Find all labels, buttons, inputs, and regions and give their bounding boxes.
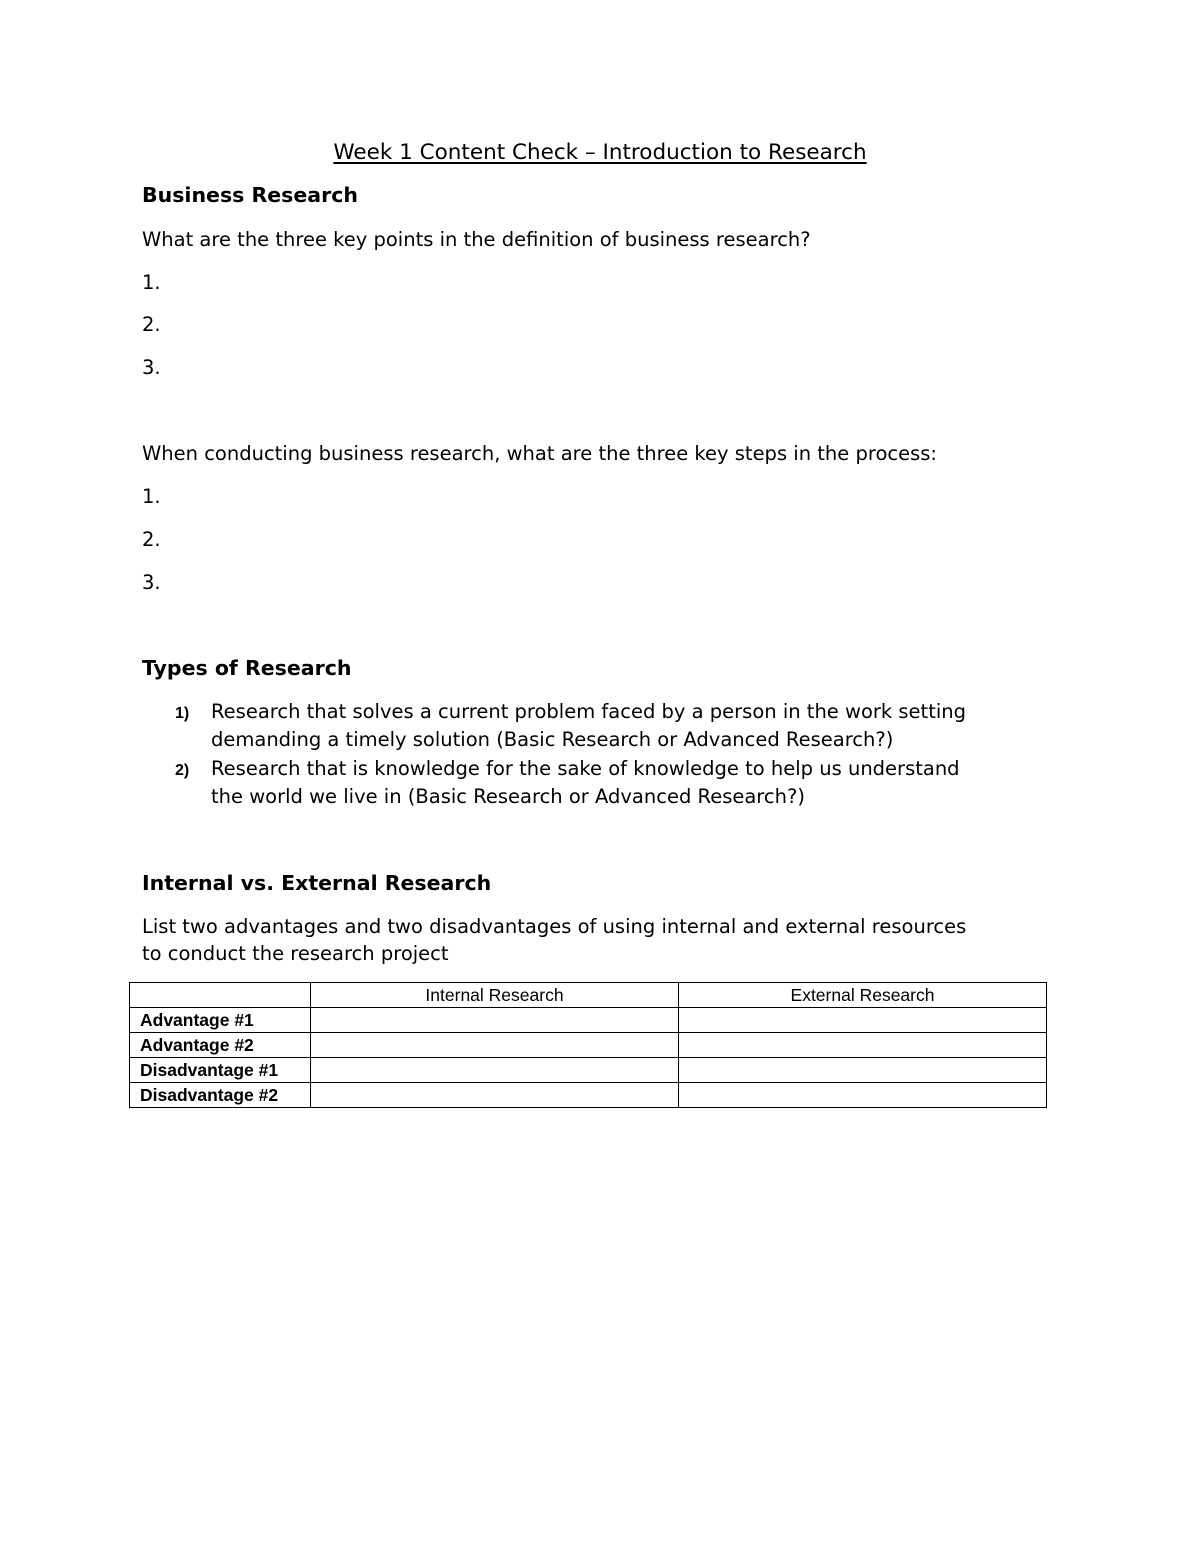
answer-number: 2. xyxy=(142,528,161,551)
business-research-heading: Business Research xyxy=(142,183,358,207)
answer-cell[interactable] xyxy=(679,1058,1047,1083)
table-row xyxy=(130,1008,1047,1033)
answer-number: 3. xyxy=(142,571,161,594)
answer-cell[interactable] xyxy=(679,1033,1047,1058)
answer-cell[interactable] xyxy=(679,1083,1047,1108)
list-item-line: Research that is knowledge for the sake of knowledge to help us understand xyxy=(211,757,960,780)
answer-number: 2. xyxy=(142,313,161,336)
page-title: Week 1 Content Check – Introduction to Research xyxy=(333,140,867,165)
row-label: Disadvantage #2 xyxy=(130,1083,311,1108)
question-key-steps: When conducting business research, what are the three key steps in the process: xyxy=(142,442,937,465)
answer-cell[interactable] xyxy=(311,1008,679,1033)
prompt-line: to conduct the research project xyxy=(142,942,449,965)
types-of-research-heading: Types of Research xyxy=(142,656,352,680)
answer-cell[interactable] xyxy=(311,1083,679,1108)
list-item-line: Research that solves a current problem faced by a person in the work setting xyxy=(211,700,966,723)
list-item xyxy=(211,755,960,811)
table-header-cell: Internal Research xyxy=(311,983,679,1008)
answer-cell[interactable] xyxy=(679,1008,1047,1033)
table-row xyxy=(130,1083,1047,1108)
list-item-marker: 1) xyxy=(175,705,190,722)
table-header-cell xyxy=(130,983,311,1008)
question-key-points: What are the three key points in the definition of business research? xyxy=(142,228,811,251)
answer-cell[interactable] xyxy=(311,1058,679,1083)
prompt-line: List two advantages and two disadvantages of using internal and external resources xyxy=(142,915,967,938)
answer-number: 1. xyxy=(142,271,161,294)
list-item xyxy=(211,698,966,754)
internal-external-heading: Internal vs. External Research xyxy=(142,871,492,895)
table-header-cell: External Research xyxy=(679,983,1047,1008)
row-label: Advantage #1 xyxy=(130,1008,311,1033)
list-item-marker: 2) xyxy=(175,762,190,779)
list-item-line: demanding a timely solution (Basic Research or Advanced Research?) xyxy=(211,728,894,751)
answer-number: 1. xyxy=(142,485,161,508)
table-row xyxy=(130,1058,1047,1083)
table-row xyxy=(130,1033,1047,1058)
answer-number: 3. xyxy=(142,356,161,379)
row-label: Advantage #2 xyxy=(130,1033,311,1058)
row-label: Disadvantage #1 xyxy=(130,1058,311,1083)
table-header-row xyxy=(130,983,1047,1008)
list-item-line: the world we live in (Basic Research or Advanced Research?) xyxy=(211,785,805,808)
answer-cell[interactable] xyxy=(311,1033,679,1058)
advantages-table xyxy=(129,982,1047,1108)
internal-external-prompt xyxy=(142,913,966,967)
